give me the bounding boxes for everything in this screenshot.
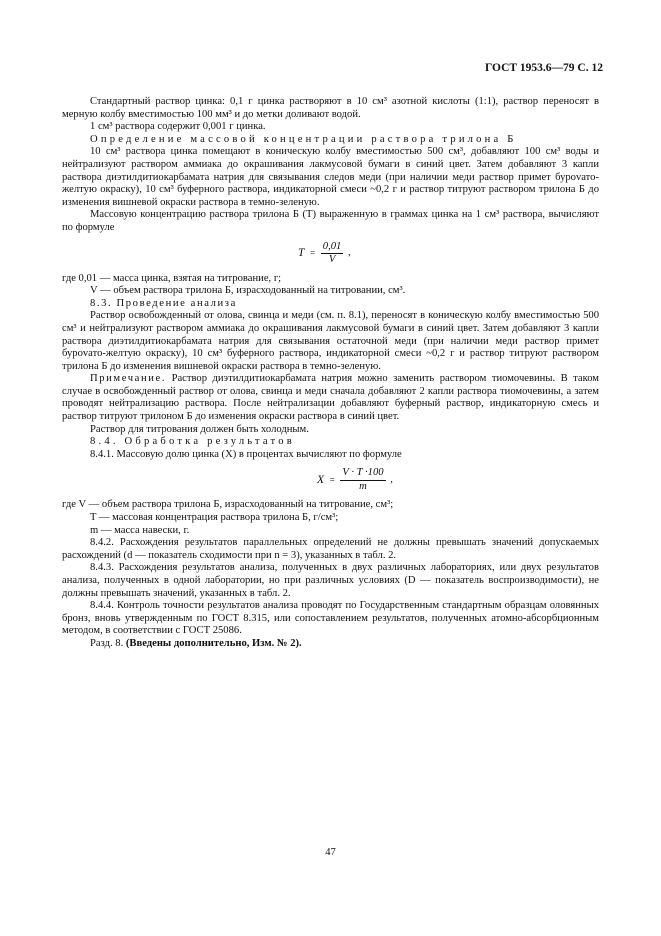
paragraph-note [62, 373, 599, 423]
definition-mass-m: m — масса навески, г. [90, 524, 190, 536]
page-header: ГОСТ 1953.6—79 С. 12 [484, 62, 603, 74]
paragraph-zinc-fraction-intro: 8.4.1. Массовую долю цинка (X) в процентах вычисляют по формуле [90, 448, 402, 460]
paragraph-8-4-3: 8.4.3. Расхождения результатов анализа, полученных в двух различных лабораториях, или двух результатов анализа, полученных в одной лаборатории, но при различных условиях (D — показатель воспроизводимости), не должны превышать значений, указанных в табл. 2. [62, 562, 599, 599]
formula1-comma: , [348, 247, 351, 259]
definition-volume-trilon: V — объем раствора трилона Б, израсходованный на титровании, см³. [90, 285, 406, 297]
document-body [62, 96, 599, 651]
definition-concentration-t: T — массовая концентрация раствора трилона Б, г/см³; [90, 512, 339, 524]
definition-volume-v: где V — объем раствора трилона Б, израсходованный на титрование, см³; [62, 499, 394, 511]
amendment-section: Разд. 8. [90, 637, 126, 649]
heading-processing: 8.4. Обработка результатов [90, 436, 295, 448]
paragraph-zinc-content: 1 см³ раствора содержит 0,001 г цинка. [90, 121, 266, 133]
paragraph-determination: 10 см³ раствора цинка помещают в коническую колбу вместимостью 500 см³, добавляют 100 см³ воды и нейтрализуют раствором аммиака до окрашивания лакмусовой бумаги в синий цвет. Затем добавляют 3 капли раствора диэтилдитиокарбамата натрия для связывания следов меди (при наличии меди раствор примет бурovато-желтую окраску), 10 см³ буферного раствора, индикаторной смеси ~0,2 г и раствор титруют раствором трилона Б до изменения вишневой окраски раствора в темно-зеленую. [62, 146, 599, 208]
paragraph-standard-solution: Стандартный раствор цинка: 0,1 г цинка растворяют в 10 см³ азотной кислоты (1:1), раствор переносят в мерную колбу вместимостью 100 мм³ и до метки доливают водой. [62, 96, 599, 120]
paragraph-cold-solution: Раствор для титрования должен быть холодным. [90, 423, 309, 435]
paragraph-amendment [62, 638, 599, 651]
formula-zinc-fraction [62, 465, 599, 495]
formula1-numerator: 0,01 [321, 241, 344, 255]
paragraph-8-4-4: 8.4.4. Контроль точности результатов анализа проводят по Государственным стандартным образцам оловянных бронз, вновь утвержденным по ГОСТ 8.315, или сопоставлением результатов, полученных атомно-абсорбционным методом, в соответствии с ГОСТ 25086. [62, 600, 599, 637]
definition-mass-zinc: где 0,01 — масса цинка, взятая на титрование, г; [62, 272, 282, 284]
formula2-denominator: m [359, 481, 367, 493]
formula2-variable: X [317, 474, 325, 487]
paragraph-analysis: Раствор освобожденный от олова, свинца и меди (см. п. 8.1), переносят в коническую колбу вместимостью 500 см³ и нейтрализуют раствором аммиака до окрашивания лакмусовой бумаги в синий цвет. Затем добавляют 3 капли раствора диэтилдитиокарбамата натрия для связывания остаточной меди (при наличии меди раствор примет бурovато-желтую окраску), 10 см³ буферного раствора, индикаторной смеси ~0,2 г и раствор титруют раствором трилона Б до изменения вишневой окраски раствора в темно-зеленую. [62, 310, 599, 372]
amendment-note: (Введены дополнительно, Изм. № 2). [125, 637, 302, 649]
heading-determination: Определение массовой концентрации раствора трилона Б [90, 133, 517, 145]
formula2-equals: = [329, 475, 335, 486]
note-label: Примечание. [90, 373, 167, 385]
formula1-equals: = [310, 248, 316, 259]
note-text: Раствор диэтилдитиокарбамата натрия можно заменить раствором тиомочевины. В таком случае в освобожденный раствор от олова, свинца и меди сначала добавляют 2 капли раствора тиомочевины, а затем проводят нейтрализацию раствора. После нейтрализации добавляют буферный раствор, индикаторную смесь и раствор титруют трилоном Б до изменения окраски раствора в синий цвет. [62, 373, 599, 423]
formula2-numerator: V · T ·100 [340, 467, 385, 481]
formula-concentration [62, 239, 599, 269]
page-number: 47 [325, 847, 336, 858]
heading-analysis: 8.3. Проведение анализа [90, 297, 237, 309]
formula1-denominator: V [328, 254, 336, 266]
formula1-fraction [321, 241, 344, 267]
paragraph-8-4-2: 8.4.2. Расхождения результатов параллельных определений не должны превышать значений допускаемых расхождений (d — показатель сходимости при n = 3), указанных в табл. 2. [62, 537, 599, 561]
formula2-comma: , [390, 474, 393, 486]
formula2-fraction [340, 467, 385, 493]
formula1-variable: T [298, 247, 305, 260]
paragraph-concentration-formula-intro: Массовую концентрацию раствора трилона Б (T) выраженную в граммах цинка на 1 см³ раствора, вычисляют по формуле [62, 209, 599, 233]
